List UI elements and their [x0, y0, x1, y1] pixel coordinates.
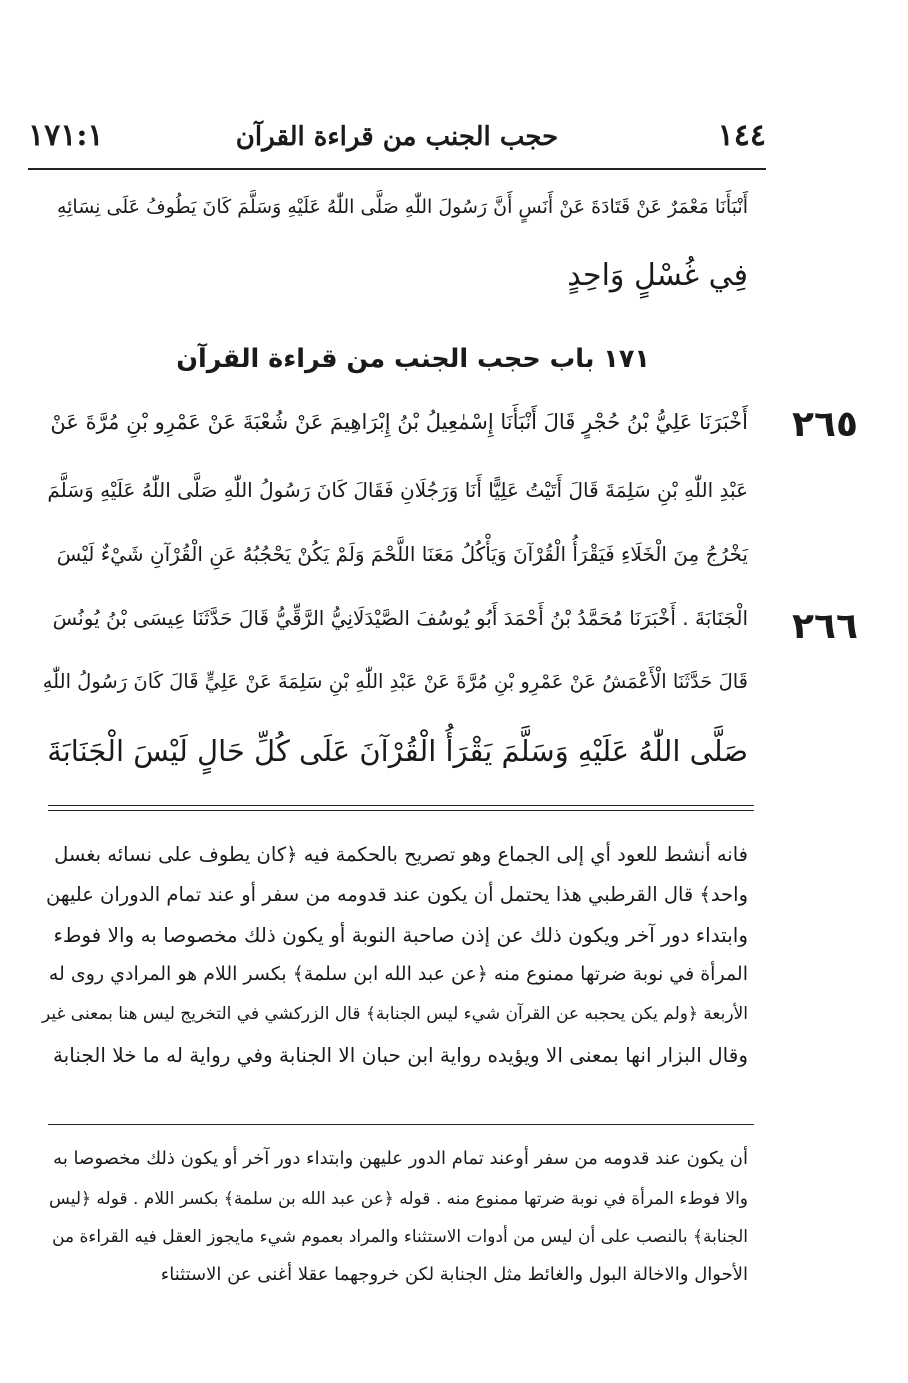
hadith-line: قَالَ حَدَّثَنَا الْأَعْمَشُ عَنْ عَمْرِو بْنِ مُرَّةَ عَنْ عَبْدِ اللّٰهِ بْنِ سَلِمَةَ عَنْ عَلِيٍّ قَالَ كَانَ رَسُولُ اللّٰهِ	[42, 670, 748, 693]
commentary-line: فانه أنشط للعود أي إلى الجماع وهو تصريح بالحكمة فيه ﴿كان يطوف على نسائه بغسل	[54, 843, 748, 866]
hadith-number: ٢٦٦	[792, 606, 858, 647]
hadith-line: يَخْرُجُ مِنَ الْخَلَاءِ فَيَقْرَأُ الْقُرْآنَ وَيَأْكُلُ مَعَنَا اللَّحْمَ وَلَمْ يَكُنْ يَحْجُبُهُ عَنِ الْقُرْآنِ شَيْءٌ لَيْسَ	[56, 542, 748, 566]
running-header	[28, 118, 766, 158]
chapter-heading: ١٧١ باب حجب الجنب من قراءة القرآن	[176, 344, 650, 374]
main-line: فِي غُسْلٍ وَاحِدٍ	[567, 258, 748, 293]
page-number: ١٤٤	[717, 118, 766, 153]
header-rule	[28, 168, 766, 170]
footnote-line: الجنابة﴾ بالنصب على أن ليس من أدوات الاستثناء والمراد بعموم شيء مايجوز العقل فيه القراءة من	[52, 1227, 748, 1247]
hadith-line: الْجَنَابَةَ . أَخْبَرَنَا مُحَمَّدُ بْنُ أَحْمَدَ أَبُو يُوسُفَ الصَّيْدَلَانِيُّ الرَّقِّيُّ قَالَ حَدَّثَنَا عِيسَى بْنُ يُونُسَ	[52, 606, 748, 630]
footnote-line: والا فوطء المرأة في نوبة ضرتها ممنوع منه . قوله ﴿عن عبد الله بن سلمة﴾ بكسر اللام . قوله ﴿ليس	[49, 1189, 748, 1209]
hadith-number: ٢٦٥	[792, 404, 858, 445]
commentary-line: واحد﴾ قال القرطبي هذا يحتمل أن يكون عند قدومه من سفر أو عند تمام الدوران عليهن	[46, 883, 748, 906]
commentary-line: وابتداء دور آخر ويكون ذلك عن إذن صاحبة النوبة أو يكون ذلك مخصوصا به والا فوطء	[53, 923, 748, 947]
hadith-line: عَبْدِ اللّٰهِ بْنِ سَلِمَةَ قَالَ أَتَيْتُ عَلِيًّا أَنَا وَرَجُلَانِ فَقَالَ كَانَ رَسُولُ اللّٰهِ صَلَّى اللّٰهُ عَلَيْهِ وَسَلَّمَ	[47, 478, 748, 502]
footnote-divider	[48, 1124, 754, 1125]
footnote-line: أن يكون عند قدومه من سفر أوعند تمام الدور عليهن وابتداء دور آخر أو يكون ذلك مخصوصا به	[53, 1148, 748, 1169]
commentary-line: وقال البزار انها بمعنى الا ويؤيده رواية ابن حبان الا الجنابة وفي رواية له ما خلا الجنابة	[52, 1043, 748, 1067]
section-reference: ١٧١:١	[28, 118, 104, 153]
running-title: حجب الجنب من قراءة القرآن	[235, 122, 559, 152]
commentary-divider	[48, 805, 754, 806]
hadith-line: صَلَّى اللّٰهُ عَلَيْهِ وَسَلَّمَ يَقْرَأُ الْقُرْآنَ عَلَى كُلِّ حَالٍ لَيْسَ الْجَنَابَةَ	[47, 734, 748, 768]
commentary-divider	[48, 810, 754, 811]
commentary-line: المرأة في نوبة ضرتها ممنوع منه ﴿عن عبد الله ابن سلمة﴾ بكسر اللام هو المرادي روى له	[48, 963, 748, 985]
main-line: أَنْبَأَنَا مَعْمَرٌ عَنْ قَتَادَةَ عَنْ أَنَسٍ أَنَّ رَسُولَ اللّٰهِ صَلَّى اللّٰهُ عَلَيْهِ وَسَلَّمَ كَانَ يَطُوفُ عَلَى نِسَائِهِ	[56, 196, 748, 218]
hadith-line: أَخْبَرَنَا عَلِيُّ بْنُ حُجْرٍ قَالَ أَنْبَأَنَا إِسْمٰعِيلُ بْنُ إِبْرَاهِيمَ عَنْ شُعْبَةَ عَنْ عَمْرِو بْنِ مُرَّةَ عَنْ	[50, 410, 748, 434]
commentary-line: الأربعة ﴿ولم يكن يحجبه عن القرآن شيء ليس الجنابة﴾ قال الزركشي في التخريج ليس هنا بمعنى غير	[41, 1004, 748, 1024]
footnote-line: الأحوال والاخالة البول والغائط مثل الجنابة لكن خروجهما عقلا أغنى عن الاستثناء	[160, 1264, 748, 1285]
